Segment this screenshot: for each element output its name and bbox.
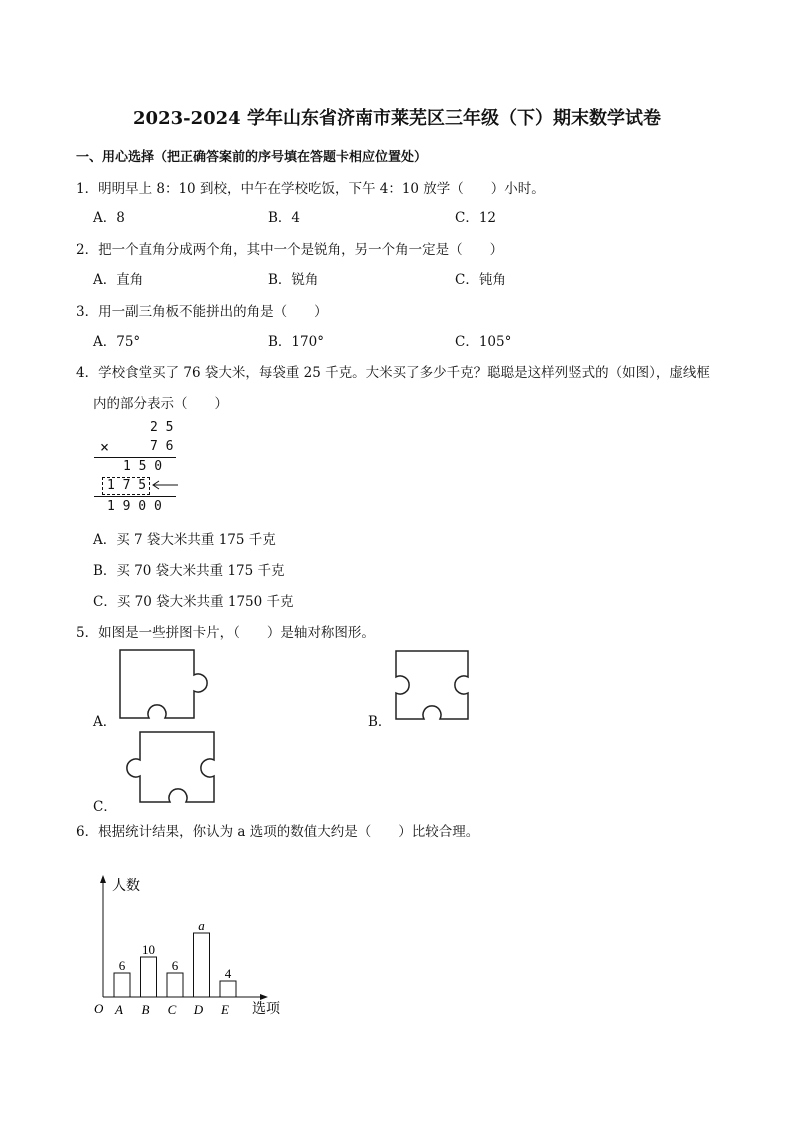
question-2: 2．把一个直角分成两个角，其中一个是锐角，另一个角一定是（ ） [76,242,504,258]
q3-option-c[interactable]: C．105° [455,334,512,350]
origin-label: O [94,1001,104,1016]
q1-option-a[interactable]: A．8 [93,210,125,226]
q2-option-b[interactable]: B．锐角 [268,272,319,288]
q1-option-b[interactable]: B．4 [268,210,301,226]
q5-option-a[interactable]: A． [93,714,117,730]
bar-B [141,957,157,997]
section-heading: 一、用心选择（把正确答案前的序号填在答题卡相应位置处） [76,150,428,165]
bar-A [114,973,130,997]
x-axis-arrow-icon [260,994,268,1000]
q1-option-c[interactable]: C．12 [455,210,497,226]
q2-option-c[interactable]: C．钝角 [455,272,506,288]
bar-E [220,981,236,997]
question-5: 5．如图是一些拼图卡片，（ ）是轴对称图形。 [76,625,375,641]
calc-divider-1 [94,457,176,458]
calc-row-1: 2 5 [150,420,174,435]
calc-row-4: 1 7 5 [107,478,147,493]
x-tick-label-E: E [221,1002,229,1017]
puzzle-piece-a [118,648,222,722]
bar-value-label-D: a [198,918,205,933]
x-tick-label-C: C [167,1002,177,1017]
bar-D [194,933,210,997]
question-6: 6．根据统计结果，你认为 a 选项的数值大约是（ ）比较合理。 [76,824,480,840]
calc-row-3: 1 5 0 [123,459,163,474]
y-axis-label: 人数 [112,879,140,894]
q3-option-a[interactable]: A．75° [93,334,141,350]
page-title: 2023-2024 学年山东省济南市莱芜区三年级（下）期末数学试卷 [133,108,661,129]
calc-row-5: 1 9 0 0 [107,499,162,514]
q2-option-a[interactable]: A．直角 [93,272,144,288]
bar-C [167,973,183,997]
bar-value-label-E: 4 [224,966,232,981]
q4-option-a[interactable]: A．买 7 袋大米共重 175 千克 [93,532,276,548]
q5-option-b[interactable]: B． [368,714,392,730]
q4-option-c[interactable]: C．买 70 袋大米共重 1750 千克 [93,594,294,610]
x-axis-label: 选项 [252,1002,280,1017]
bar-value-label-C: 6 [171,958,179,973]
puzzle-piece-b [394,649,474,723]
bar-chart [88,872,298,1022]
y-axis-arrow-icon [100,875,106,883]
question-4-line-2: 内的部分表示（ ） [93,396,228,412]
x-tick-label-D: D [193,1002,204,1017]
question-3: 3．用一副三角板不能拼出的角是（ ） [76,304,328,320]
q5-option-c[interactable]: C． [93,799,117,815]
question-1: 1．明明早上 8：10 到校，中午在学校吃饭，下午 4：10 放学（ ）小时。 [76,181,545,197]
arrow-left-icon [150,479,180,491]
puzzle-piece-c [116,730,220,806]
q4-option-b[interactable]: B．买 70 袋大米共重 175 千克 [93,563,285,579]
calc-times-sign: × [100,438,110,456]
question-4-line-1: 4．学校食堂买了 76 袋大米，每袋重 25 千克。大米买了多少千克？聪聪是这样列竖式的（如图），虚线框 [76,365,710,381]
calc-row-2: 7 6 [150,439,174,454]
x-tick-label-A: A [115,1002,123,1017]
bar-value-label-A: 6 [118,958,126,973]
q3-option-b[interactable]: B．170° [268,334,324,350]
calc-divider-2 [94,496,176,497]
x-tick-label-B: B [141,1002,150,1017]
bar-value-label-B: 10 [142,942,155,957]
